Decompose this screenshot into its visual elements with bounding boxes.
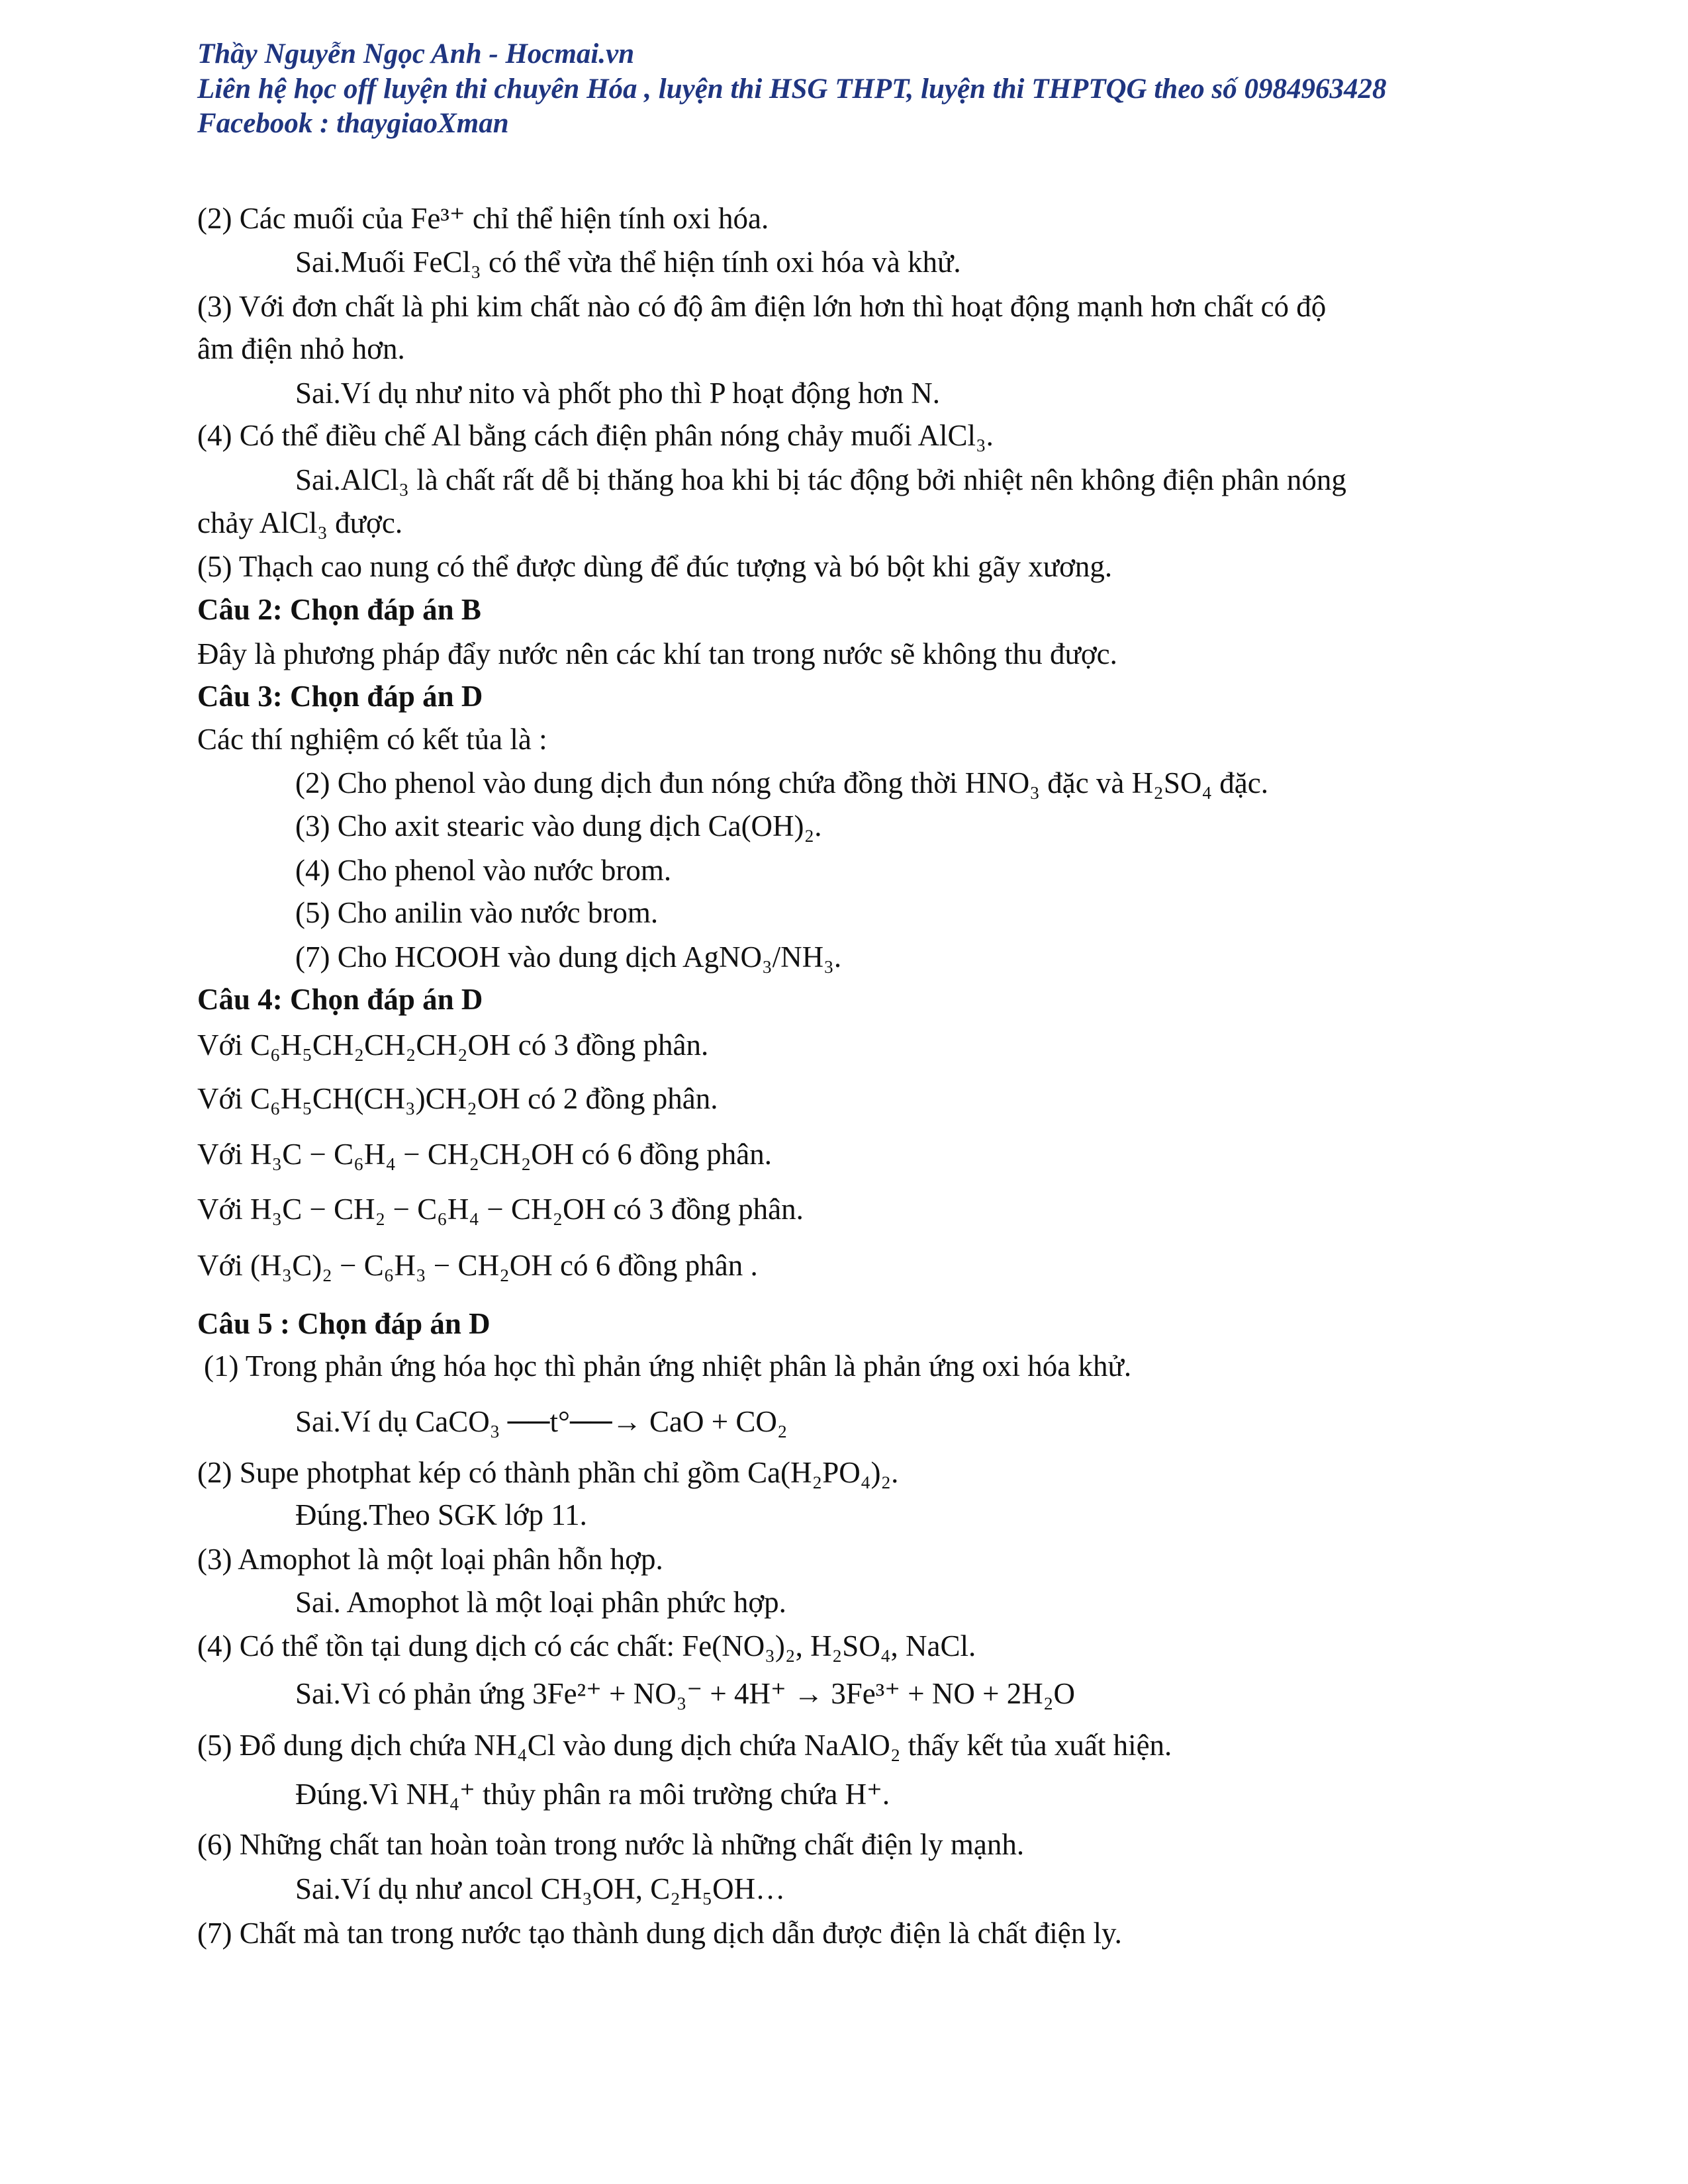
- header-author: Thầy Nguyễn Ngọc Anh - Hocmai.vn: [197, 38, 635, 69]
- text-line: (4) Có thể tồn tại dung dịch có các chất: Fe(NO₃)₂, H₂SO₄, NaCl.: [197, 1629, 976, 1662]
- header-contact: Liên hệ học off luyện thi chuyên Hóa , luyện thi HSG THPT, luyện thi THPTQG theo số 0984963428: [197, 73, 1387, 105]
- text-line: Sai.Ví dụ như ancol CH₃OH, C₂H₅OH…: [295, 1872, 786, 1905]
- text-line: Sai.AlCl₃ là chất rất dễ bị thăng hoa khi bị tác động bởi nhiệt nên không điện phân nóng: [295, 463, 1346, 496]
- text-line: Đúng.Theo SGK lớp 11.: [295, 1498, 587, 1531]
- text-line: (3) Với đơn chất là phi kim chất nào có độ âm điện lớn hơn thì hoạt động mạnh hơn chất có độ: [197, 290, 1327, 323]
- text-line: (3) Amophot là một loại phân hỗn hợp.: [197, 1543, 663, 1576]
- text-line: (4) Cho phenol vào nước brom.: [295, 854, 672, 887]
- text-line: Sai. Amophot là một loại phân phức hợp.: [295, 1586, 786, 1619]
- header-facebook: Facebook : thaygiaoXman: [197, 108, 509, 139]
- reaction-line: Sai.Ví dụ CaCO₃ ──t°──→ CaO + CO₂: [295, 1405, 788, 1438]
- text-line: (1) Trong phản ứng hóa học thì phản ứng nhiệt phân là phản ứng oxi hóa khử.: [204, 1349, 1132, 1383]
- text-line: âm điện nhỏ hơn.: [197, 332, 405, 365]
- formula-line: Với H₃C − C₆H₄ − CH₂CH₂OH có 6 đồng phân.: [197, 1138, 772, 1171]
- formula-line: Với (H₃C)₂ − C₆H₃ − CH₂OH có 6 đồng phân .: [197, 1249, 758, 1282]
- text-line: Các thí nghiệm có kết tủa là :: [197, 723, 547, 756]
- formula-line: Với C₆H₅CH(CH₃)CH₂OH có 2 đồng phân.: [197, 1082, 718, 1115]
- text-line: Đúng.Vì NH₄⁺ thủy phân ra môi trường chứa H⁺.: [295, 1778, 890, 1811]
- text-line: (6) Những chất tan hoàn toàn trong nước là những chất điện ly mạnh.: [197, 1828, 1025, 1861]
- question-heading: Câu 2: Chọn đáp án B: [197, 593, 481, 626]
- question-heading: Câu 4: Chọn đáp án D: [197, 983, 483, 1016]
- text-line: (5) Thạch cao nung có thể được dùng để đúc tượng và bó bột khi gãy xương.: [197, 550, 1113, 583]
- text-line: chảy AlCl₃ được.: [197, 506, 403, 539]
- question-heading: Câu 5 : Chọn đáp án D: [197, 1307, 491, 1340]
- reaction-line: Sai.Vì có phản ứng 3Fe²⁺ + NO₃⁻ + 4H⁺ → 3Fe³⁺ + NO + 2H₂O: [295, 1677, 1075, 1710]
- text-line: (2) Các muối của Fe³⁺ chỉ thể hiện tính oxi hóa.: [197, 202, 769, 235]
- formula-line: Với C₆H₅CH₂CH₂CH₂OH có 3 đồng phân.: [197, 1028, 709, 1062]
- text-line: (3) Cho axit stearic vào dung dịch Ca(OH)₂.: [295, 809, 822, 842]
- question-heading: Câu 3: Chọn đáp án D: [197, 680, 483, 713]
- text-line: (2) Cho phenol vào dung dịch đun nóng chứa đồng thời HNO₃ đặc và H₂SO₄ đặc.: [295, 766, 1268, 799]
- text-line: Đây là phương pháp đẩy nước nên các khí tan trong nước sẽ không thu được.: [197, 637, 1117, 670]
- text-line: Sai.Muối FeCl₃ có thể vừa thể hiện tính oxi hóa và khử.: [295, 246, 961, 279]
- text-line: (2) Supe photphat kép có thành phần chỉ gồm Ca(H₂PO₄)₂.: [197, 1456, 899, 1489]
- text-line: (7) Chất mà tan trong nước tạo thành dung dịch dẫn được điện là chất điện ly.: [197, 1917, 1122, 1950]
- text-line: (5) Cho anilin vào nước brom.: [295, 896, 659, 929]
- text-line: (4) Có thể điều chế Al bằng cách điện phân nóng chảy muối AlCl₃.: [197, 419, 994, 452]
- text-line: Sai.Ví dụ như nito và phốt pho thì P hoạt động hơn N.: [295, 377, 941, 410]
- formula-line: Với H₃C − CH₂ − C₆H₄ − CH₂OH có 3 đồng phân.: [197, 1193, 804, 1226]
- text-line: (7) Cho HCOOH vào dung dịch AgNO₃/NH₃.: [295, 940, 842, 974]
- text-line: (5) Đổ dung dịch chứa NH₄Cl vào dung dịch chứa NaAlO₂ thấy kết tủa xuất hiện.: [197, 1729, 1172, 1762]
